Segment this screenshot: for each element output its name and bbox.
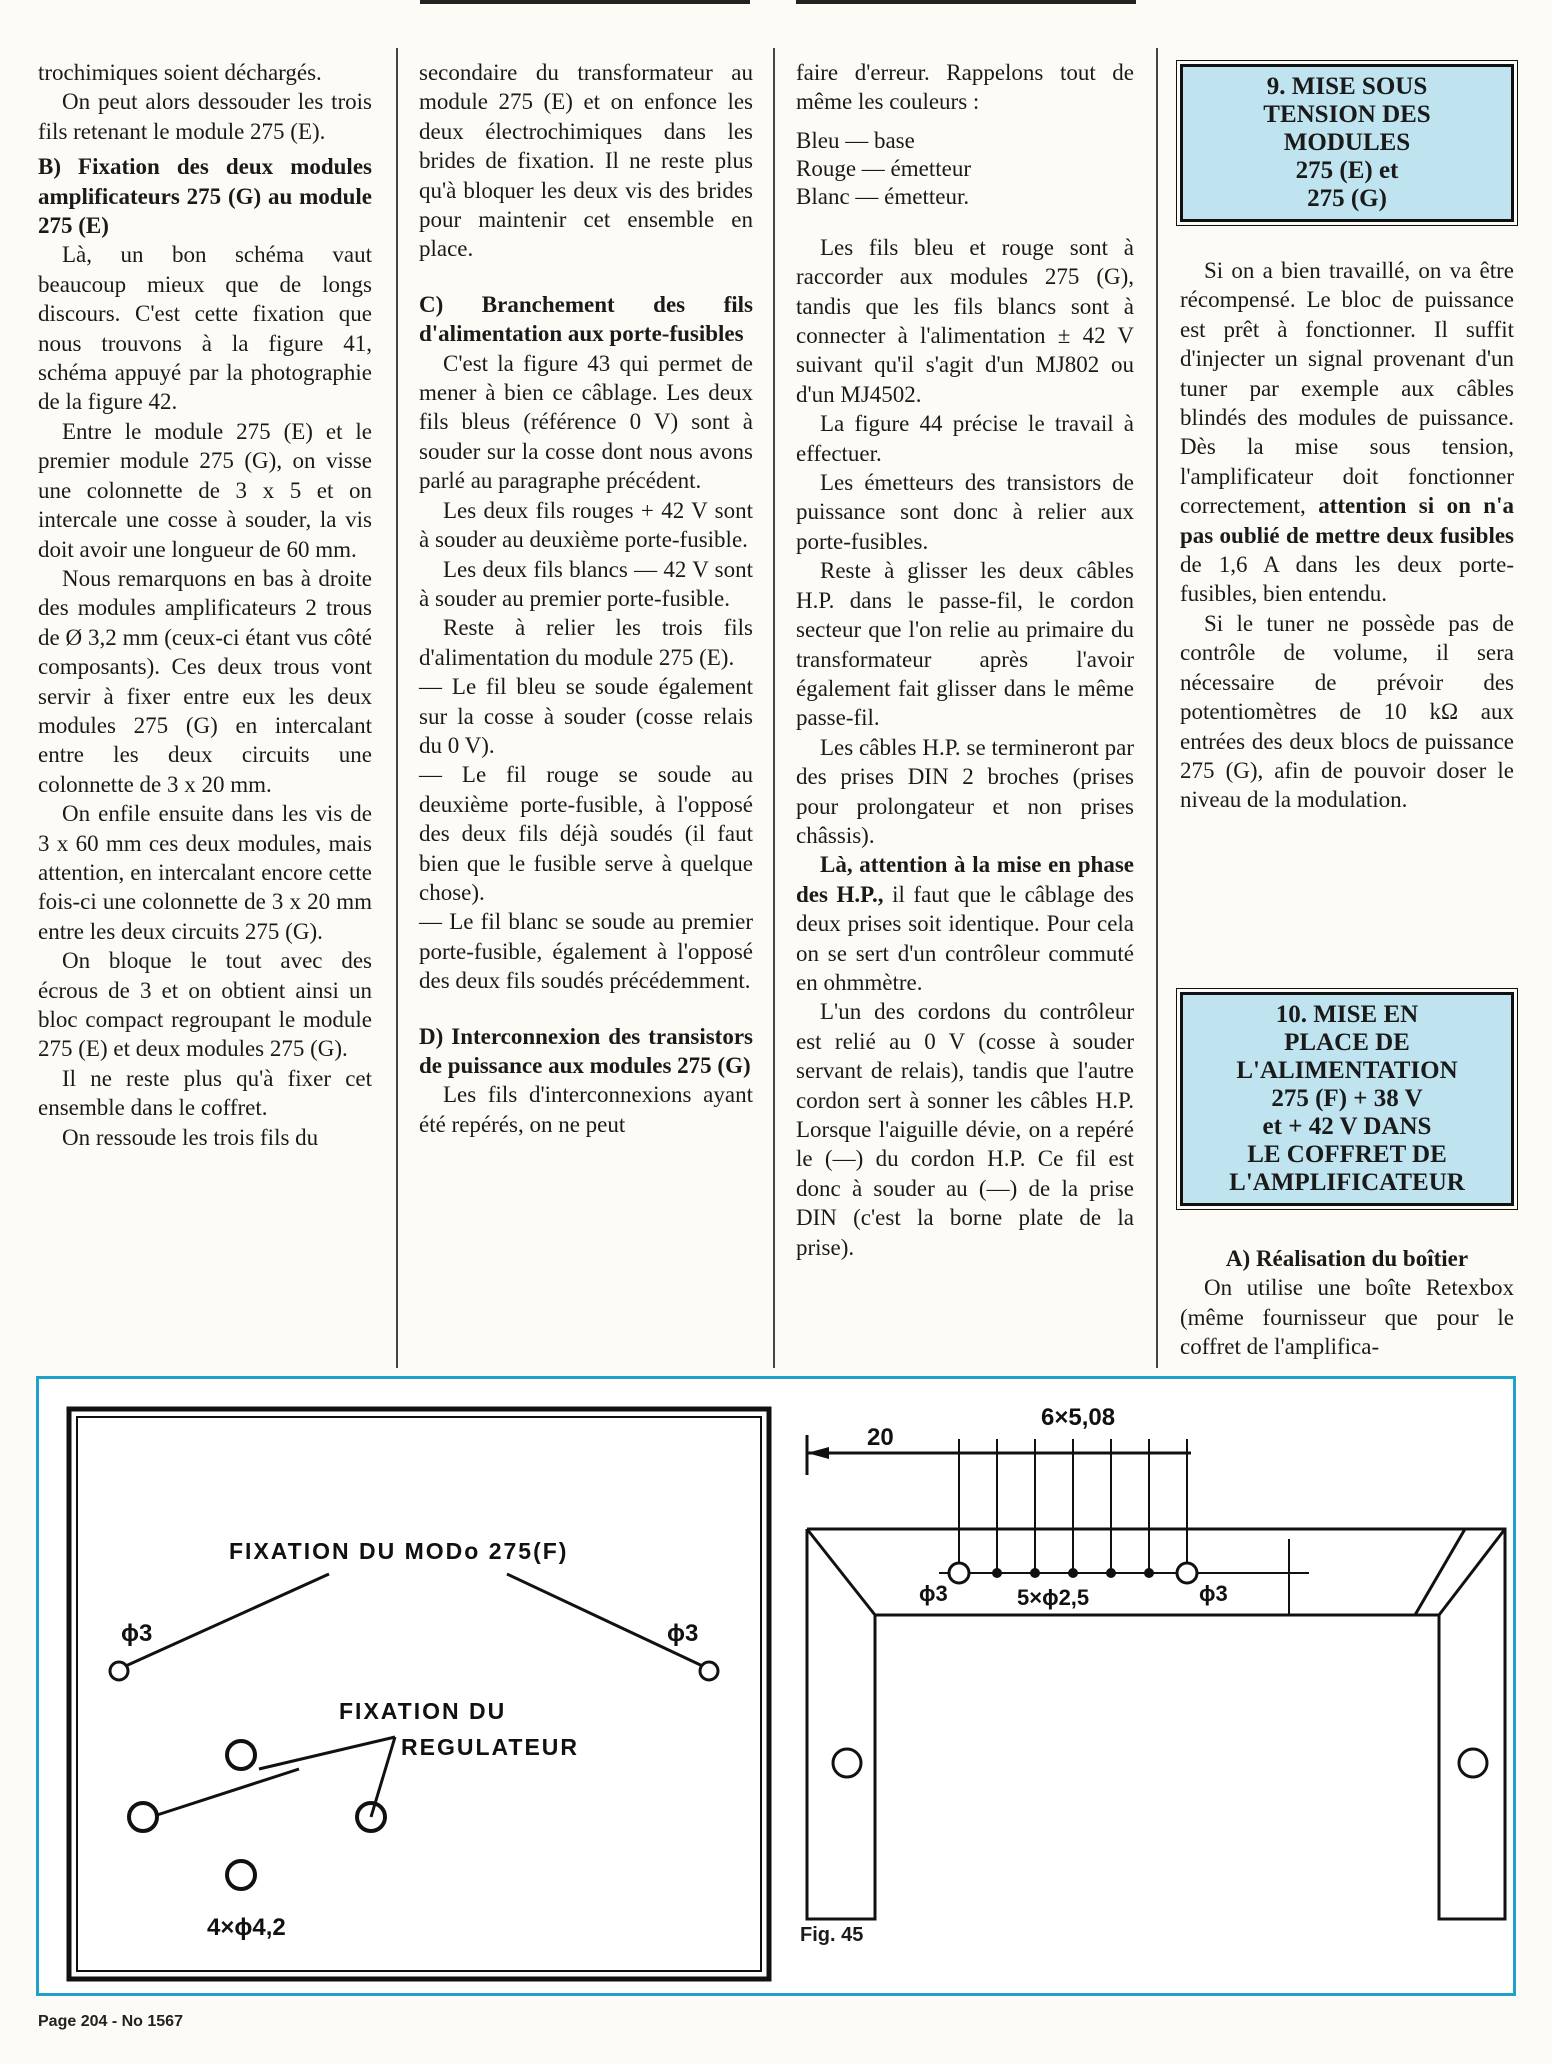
module-fixation-label: FIXATION DU MODo 275(F) [229,1538,569,1564]
regulator-fixation-label: FIXATION DU [339,1698,507,1724]
hole-diameter-label: ϕ3 [121,1620,153,1647]
paragraph: C'est la figure 43 qui permet de mener à bien ce câblage. Les deux fils bleus (référence 0 V) sont à souder sur la cosse dont nous avons parlé au paragraphe précédent. [419,350,753,494]
section-heading-d: D) Interconnexion des transistors de puissance aux modules 275 (G) [419,1023,753,1078]
leader-line [371,1737,395,1817]
hole-label-mid: 5×ϕ2,5 [1017,1585,1090,1610]
column-1 [38,58,372,1152]
column-divider [1156,48,1158,1368]
paragraph: On ressoude les trois fils du [62,1124,319,1150]
paragraph: Les émetteurs des transistors de puissance sont donc à relier aux porte-fusibles. [796,470,1134,554]
paragraph: Là, attention à la mise en phase des H.P., il faut que le câblage des deux prises soit identique. Pour cela on se sert d'un contrôleur commuté en ohmmètre. [796,852,1134,995]
pin-hole [1144,1568,1154,1578]
top-rule-1 [420,0,750,4]
pin-hole [992,1568,1002,1578]
paragraph: faire d'erreur. Rappelons tout de même les couleurs : [796,60,1134,115]
pin-hole-leaders [959,1439,1187,1575]
hole-marker [700,1662,718,1680]
hole-diameter-label: ϕ3 [667,1620,699,1647]
paragraph: Les deux fils rouges + 42 V sont à souder au deuxième porte-fusible. [419,497,753,553]
paragraph: — Le fil bleu se soude également sur la cosse à souder (cosse relais du 0 V). [419,674,753,758]
pin-hole [1068,1568,1078,1578]
column-4 [1180,256,1514,815]
paragraph: Les câbles H.P. se termineront par des prises DIN 2 broches (prises pour prolongateur et non prises châssis). [796,734,1134,848]
leader-line [259,1737,395,1769]
panel-inner-outline [77,1417,761,1971]
paragraph: L'un des cordons du contrôleur est relié au 0 V (cosse à souder servant de relais), tandis que l'autre cordon sert à sonner les câbles H.P. Lorsque l'aiguille dévie, on a repéré le (—) du cordon H.P. Ce fil est donc à souder au (—) de la prise DIN (c'est la borne plate de la prise). [796,999,1134,1260]
paragraph: Entre le module 275 (E) et le premier module 275 (G), on visse une colonnette de 3 x 5 et on intercale une cosse à souder, la vis doit avoir une longueur de 60 mm. [38,418,372,562]
figure-45 [36,1376,1516,1996]
paragraph: secondaire du transformateur au module 275 (E) et on enfonce les deux électrochimiques dans les brides de fixation. Il ne reste plus qu'à bloquer les deux vis des brides pour maintenir cet ensemble en place. [419,60,753,262]
hole-label-left: ϕ3 [919,1581,948,1606]
paragraph: Il ne reste plus qu'à fixer cet ensemble dans le coffret. [38,1065,372,1121]
bracket-bend [1439,1529,1505,1615]
bracket-bend [807,1529,875,1615]
paragraph: Reste à relier les trois fils d'alimentation du module 275 (E). [419,615,753,670]
bracket-hole [833,1749,861,1777]
bracket-outline [807,1529,1505,1919]
legend-item: Bleu — base [796,127,915,153]
column-4-lower [1180,1238,1514,1362]
figure-drawing [39,1379,1519,1999]
paragraph: On utilise une boîte Retexbox (même fournisseur que pour le coffret de l'amplifica- [1180,1275,1514,1360]
paragraph: Nous remarquons en bas à droite des modules amplificateurs 2 trous de Ø 3,2 mm (ceux-ci étant vus côté composants). Ces deux trous vont servir à fixer entre eux les deux modules 275 (G) en intercalant entre les deux circuits une colonnette de 3 x 20 mm. [38,565,372,797]
paragraph: Les fils d'interconnexions ayant été repérés, on ne peut [419,1082,753,1137]
color-legend [796,127,1134,211]
dimension-pitch: 6×5,08 [1041,1404,1116,1431]
paragraph: La figure 44 précise le travail à effectuer. [796,411,1134,466]
paragraph: — Le fil blanc se soude au premier porte-fusible, également à l'opposé des deux fils soudés précédemment. [419,909,753,994]
paragraph: Si on a bien travaillé, on va être récompensé. Le bloc de puissance est prêt à fonctionner. Il suffit d'injecter un signal provenant d'un tuner par exemple aux câbles blindés des modules de puissance. Dès la mise sous tension, l'amplificateur doit fonctionner correctement, attention si on n'a pas oublié de mettre deux fusibles de 1,6 A dans les deux porte-fusibles, bien entendu. [1180,258,1514,607]
paragraph: On peut alors dessouder les trois fils retenant le module 275 (E). [38,89,372,144]
paragraph: — Le fil rouge se soude au deuxième porte-fusible, à l'opposé des deux fils déjà soudés (il faut bien que le fusible serve à quelque chose). [419,762,753,905]
dimension-20: 20 [867,1424,894,1451]
regulator-holes-label: 4×ϕ4,2 [207,1914,286,1941]
figure-caption: Fig. 45 [800,1924,864,1946]
regulator-hole [227,1741,255,1769]
top-rule-2 [796,0,1136,4]
paragraph: trochimiques soient déchargés. [38,60,322,85]
paragraph: Là, un bon schéma vaut beaucoup mieux que de longs discours. C'est cette fixation que nous trouvons à la figure 41, schéma appuyé par la photographie de la figure 42. [38,242,372,415]
section-heading-c: C) Branchement des fils d'alimentation aux porte-fusibles [419,291,753,347]
regulator-hole [227,1861,255,1889]
section-box-9: 9. MISE SOUS TENSION DES MODULES 275 (E) et 275 (G) [1180,64,1514,222]
mounting-hole [949,1563,969,1583]
paragraph: Si le tuner ne possède pas de contrôle de volume, il sera nécessaire de prévoir des potentiomètres de 10 kΩ aux entrées des deux blocs de puissance 275 (G), afin de pouvoir doser le niveau de la modulation. [1180,610,1514,813]
paragraph: Les fils bleu et rouge sont à raccorder aux modules 275 (G), tandis que les fils blancs sont à connecter à l'alimentation ± 42 V suivant qu'il s'agit d'un MJ802 ou d'un MJ4502. [796,234,1134,407]
column-divider [396,48,398,1368]
bracket-hole [1459,1749,1487,1777]
column-3 [796,58,1134,1262]
pin-hole [1106,1568,1116,1578]
pin-hole [1030,1568,1040,1578]
paragraph: On enfile ensuite dans les vis de 3 x 60 mm ces deux modules, mais attention, en intercalant encore cette fois-ci une colonnette de 3 x 20 mm entre les deux circuits 275 (G). [38,801,372,944]
section-heading-a: A) Réalisation du boîtier [1225,1246,1469,1271]
page-footer: Page 204 - No 1567 [38,2013,183,2030]
legend-item: Rouge — émetteur [796,155,972,181]
mounting-hole [1177,1563,1197,1583]
section-box-10: 10. MISE EN PLACE DE L'ALIMENTATION 275 (F) + 38 V et + 42 V DANS LE COFFRET DE L'AMPLIFICATEUR [1180,992,1514,1206]
regulator-fixation-label: REGULATEUR [401,1734,580,1760]
regulator-hole [129,1803,157,1831]
legend-item: Blanc — émetteur. [796,183,970,209]
column-2 [419,58,753,1139]
paragraph: Reste à glisser les deux câbles H.P. dans le passe-fil, le cordon secteur que l'on relie au primaire du transformateur après l'avoir également fait glisser dans le même passe-fil. [796,558,1134,731]
hole-marker [110,1662,128,1680]
panel-outline [69,1409,769,1979]
hole-label-right: ϕ3 [1199,1581,1228,1606]
paragraph: On bloque le tout avec des écrous de 3 et on obtient ainsi un bloc compact regroupant le module 275 (E) et deux modules 275 (G). [38,948,372,1062]
column-divider [773,48,775,1368]
dimension-arrow [807,1447,829,1459]
section-heading-b: B) Fixation des deux modules amplificateurs 275 (G) au module 275 (E) [38,154,372,239]
bold-warning: Là, attention à la mise en phase des H.P., [796,852,1134,907]
paragraph: Les deux fils blancs — 42 V sont à souder au premier porte-fusible. [419,556,753,611]
bold-warning: attention si on n'a pas oublié de mettre deux fusibles [1180,493,1514,548]
leader-line [157,1769,299,1815]
